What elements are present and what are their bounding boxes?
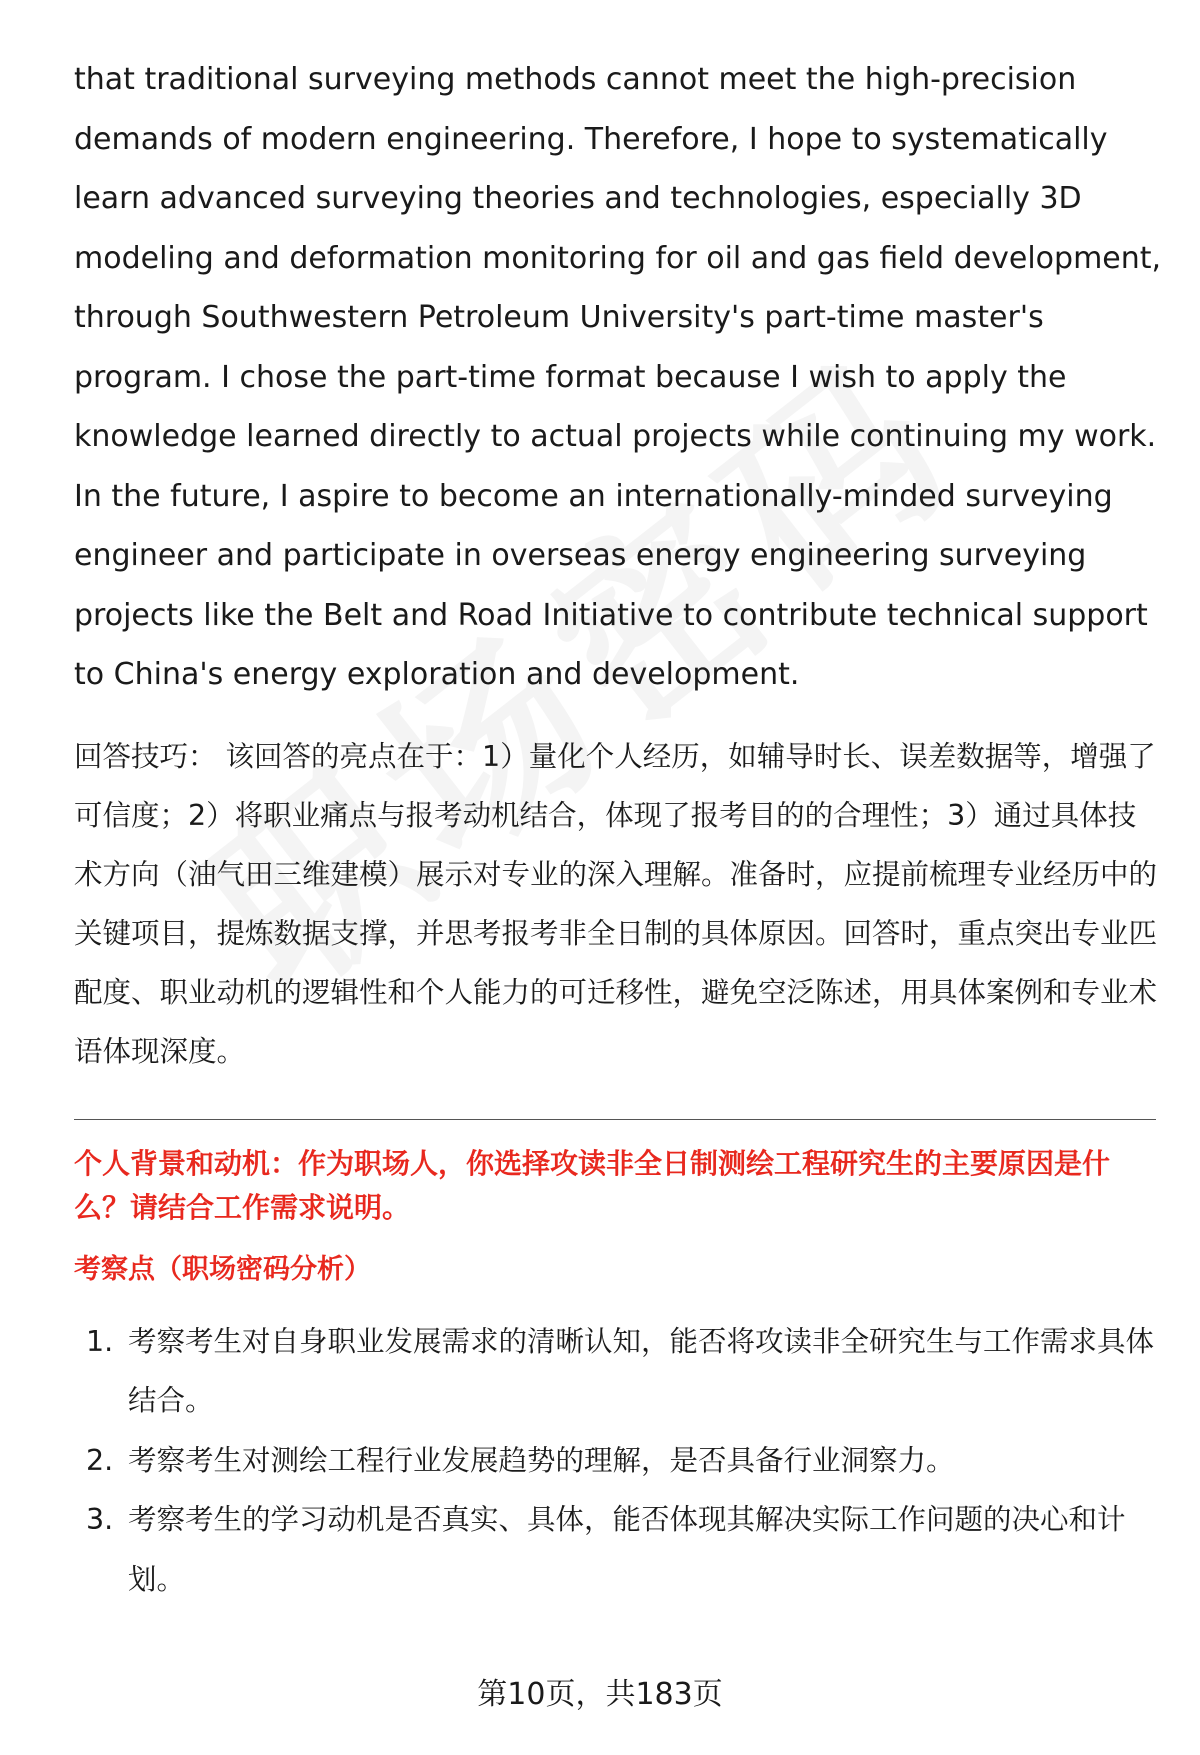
list-item-text: 考察考生对自身职业发展需求的清晰认知，能否将攻读非全研究生与工作需求具体结合。	[128, 1324, 1155, 1417]
list-item	[74, 1490, 1164, 1609]
list-item	[74, 1431, 1164, 1491]
english-answer-paragraph: that traditional surveying methods cannot meet the high-precision demands of modern engineering. Therefore, I hope to systematically learn advanced surveying theories and technologies, especially 3D modeling and deformation monitoring for oil and gas field development, through Southwestern Petroleum University's part-time master's program. I chose the part-time format because I wish to apply the knowledge learned directly to actual projects while continuing my work. In the future, I aspire to become an internationally-minded surveying engineer and participate in overseas energy engineering surveying projects like the Belt and Road Initiative to contribute technical support to China's energy exploration and development.	[74, 62, 1162, 692]
question-title: 个人背景和动机：作为职场人，你选择攻读非全日制测绘工程研究生的主要原因是什么？请结合工作需求说明。	[74, 1146, 1111, 1224]
list-item	[74, 1312, 1164, 1431]
list-number: 1.	[86, 1324, 114, 1358]
list-number: 3.	[86, 1503, 114, 1536]
page-number-footer: 第10页，共183页	[477, 1677, 723, 1712]
list-number: 2.	[86, 1443, 114, 1477]
list-item-text: 考察考生的学习动机是否真实、具体，能否体现其解决实际工作问题的决心和计划。	[128, 1503, 1126, 1596]
section-divider	[74, 1119, 1156, 1120]
answer-tips-paragraph: 回答技巧： 该回答的亮点在于：1）量化个人经历，如辅导时长、误差数据等，增强了可信度；2）将职业痛点与报考动机结合，体现了报考目的的合理性；3）通过具体技术方向（油气田三维建模）展示对专业的深入理解。准备时，应提前梳理专业经历中的关键项目，提炼数据支撑，并思考报考非全日制的具体原因。回答时，重点突出专业匹配度、职业动机的逻辑性和个人能力的可迁移性，避免空泛陈述，用具体案例和专业术语体现深度。	[74, 739, 1158, 1068]
assessment-points-list	[74, 1312, 1164, 1610]
assessment-subheading: 考察点（职场密码分析）	[74, 1253, 371, 1285]
list-item-text: 考察考生对测绘工程行业发展趋势的理解，是否具备行业洞察力。	[128, 1443, 955, 1477]
page-content	[74, 50, 1164, 1609]
